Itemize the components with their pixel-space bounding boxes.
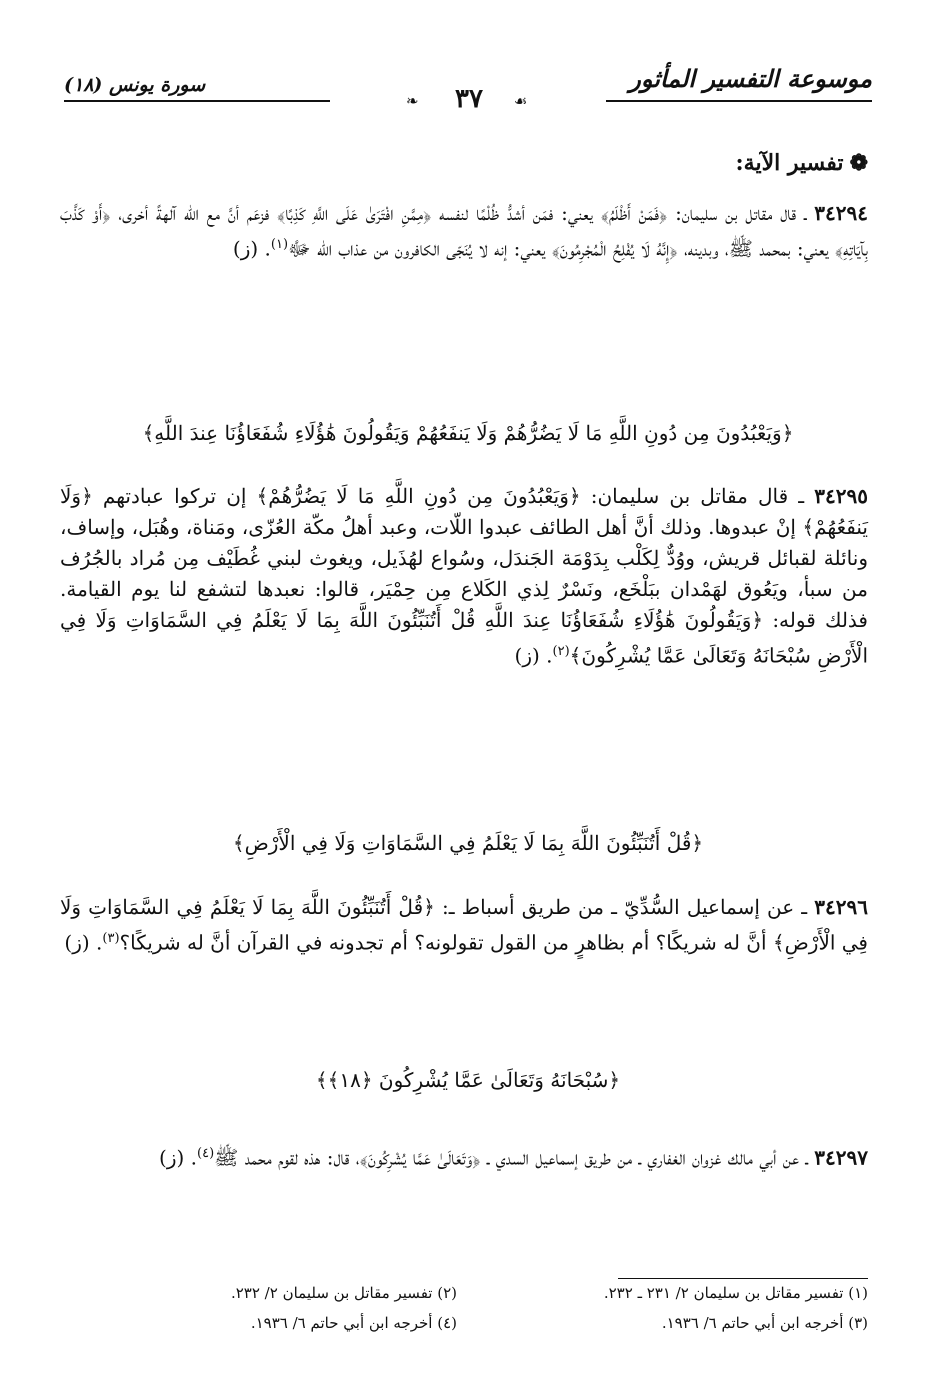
header-rule-right — [606, 100, 872, 102]
entry-34297 — [60, 1138, 868, 1174]
entry-number: ٣٤٢٩٦ — [814, 895, 868, 919]
page-number: ٣٧ — [455, 84, 483, 114]
entry-34294 — [60, 198, 868, 265]
entry-text: ـ عن إسماعيل السُّدِّيّ ـ من طريق أسباط ـ: ﴿قُلْ أَتُنَبِّئُونَ اللَّهَ بِمَا لَا يَعْلَمُ فِي السَّمَاوَاتِ وَلَا فِي الْأَرْضِ﴾ أنَّ له شريكًا؟ أم بظاهرٍ من القول تقولونه؟ أم تجدونه في القرآن أنَّ له شريكًا؟ — [60, 895, 868, 955]
entry-suffix: . (ز) — [159, 1145, 198, 1170]
footnote-3: (٣) أخرجه ابن أبي حاتم ٦/ ١٩٣٦. — [661, 1314, 868, 1332]
section-title — [736, 150, 868, 176]
flower-icon: ❁ — [849, 150, 868, 176]
entry-34295 — [60, 481, 868, 672]
ornament-icon: ☙ — [514, 92, 528, 110]
ornament-icon: ❧ — [406, 92, 419, 110]
header-rule-left — [64, 100, 330, 102]
book-title: موسوعة التفسير المأثور — [629, 64, 872, 93]
footnote-ref: (٤) — [197, 1146, 215, 1161]
sura-title: سورة يونس (١٨) — [64, 74, 206, 96]
ayah-heading: ﴿سُبْحَانَهُ وَتَعَالَىٰ عَمَّا يُشْرِكُونَ ﴿١٨﴾﴾ — [315, 1068, 621, 1092]
entry-text: ـ قال مقاتل بن سليمان: ﴿وَيَعْبُدُونَ مِن دُونِ اللَّهِ مَا لَا يَضُرُّهُمْ﴾ إن تركوا عبادتهم ﴿وَلَا يَنفَعُهُمْ﴾ إنْ عبدوها. وذلك أنَّ أهل الطائف عبدوا اللّات، وعبد أهلُ مكّة العُزّى، ومَناة، وهُبَل، وإساف، ونائلة لقبائل قريش، ووُدٌّ لِكَلْب بِدَوْمَة الجَندَل، وسُواع لهُذَيل، ويغوث لبني غُطَيْف مِن مُراد بالجُرُف من سبأ، ويَعُوق لهَمْدان ببَلْخَع، ونَسْرٌ لِذي الكَلاع مِن حِمْيَر، قالوا: نعبدها لتشفع لنا يوم القيامة. فذلك قوله: ﴿وَيَقُولُونَ هَٰؤُلَاءِ شُفَعَاؤُنَا عِندَ اللَّهِ قُلْ أَتُنَبِّئُونَ اللَّهَ بِمَا لَا يَعْلَمُ فِي السَّمَاوَاتِ وَلَا فِي الْأَرْضِ سُبْحَانَهُ وَتَعَالَىٰ عَمَّا يُشْرِكُونَ﴾ — [60, 484, 868, 668]
entry-suffix: . (ز) — [64, 930, 103, 955]
footnote-4: (٤) أخرجه ابن أبي حاتم ٦/ ١٩٣٦. — [250, 1314, 457, 1332]
footnote-2: (٢) تفسير مقاتل بن سليمان ٢/ ٢٣٢. — [230, 1284, 457, 1302]
footnote-rule — [618, 1278, 868, 1279]
footnote-1: (١) تفسير مقاتل بن سليمان ٢/ ٢٣١ ـ ٢٣٢. — [603, 1284, 868, 1302]
entry-suffix: . (ز) — [232, 236, 271, 261]
entry-text: ـ عن أبي مالك غزوان الغفاري ـ من طريق إسماعيل السدي ـ ﴿وَتَعَالَىٰ عَمَّا يُشْرِكُونَ﴾، قال: هذه لقوم محمد ﷺ — [214, 1145, 808, 1170]
entry-34296 — [60, 892, 868, 959]
footnote-ref: (١) — [270, 237, 289, 252]
entry-number: ٣٤٢٩٧ — [814, 1145, 868, 1170]
entry-number: ٣٤٢٩٥ — [814, 484, 869, 508]
entry-text: ـ قال مقاتل بن سليمان: ﴿فَمَنْ أَظْلَمُ﴾ يعني: فمَن أشدُّ ظُلْمًا لنفسه ﴿مِمَّنِ افْتَرَىٰ عَلَى اللَّهِ كَذِبًا﴾ فزعَم أنَّ مع الله آلهةً أخرى، ﴿أَوْ كَذَّبَ بِآيَاتِهِ﴾ يعني: بمحمد ﷺ، وبدينه، ﴿إِنَّهُ لَا يُفْلِحُ الْمُجْرِمُونَ﴾ يعني: إنه لا يُنَجّى الكافرون من عذاب الله ﷻ — [60, 201, 868, 261]
footnote-ref: (٣) — [102, 931, 120, 946]
section-title-text: تفسير الآية: — [735, 150, 844, 176]
footnote-ref: (٢) — [552, 644, 570, 659]
ayah-heading: ﴿قُلْ أَتُنَبِّئُونَ اللَّهَ بِمَا لَا يَعْلَمُ فِي السَّمَاوَاتِ وَلَا فِي الْأَرْضِ﴾ — [232, 831, 704, 855]
entry-suffix: . (ز) — [514, 643, 553, 668]
ayah-heading: ﴿وَيَعْبُدُونَ مِن دُونِ اللَّهِ مَا لَا يَضُرُّهُمْ وَلَا يَنفَعُهُمْ وَيَقُولُونَ هَٰؤُلَاءِ شُفَعَاؤُنَا عِندَ اللَّهِ﴾ — [142, 421, 794, 445]
page-header — [64, 62, 872, 114]
entry-number: ٣٤٢٩٤ — [814, 201, 869, 225]
